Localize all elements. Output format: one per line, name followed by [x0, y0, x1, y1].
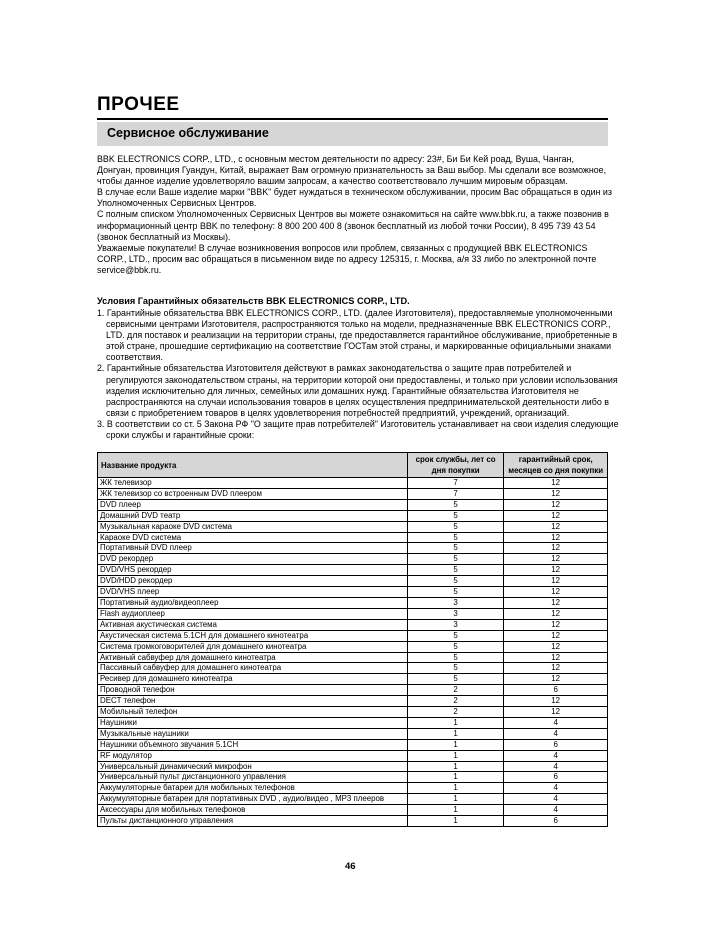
table-row	[98, 717, 608, 728]
table-row	[98, 478, 608, 489]
intro-paragraph: Уважаемые покупатели! В случае возникновения вопросов или проблем, связанных с продукцией BBK ELECTRONICS CORP., LTD., просим вас обращаться в письменном виде по адресу 125315, г. Москва, а/я 33 либо по электронной почте service@bbk.ru.	[97, 242, 597, 275]
product-name-cell: DVD плеер	[98, 499, 408, 510]
product-name-cell: Активный сабвуфер для домашнего кинотеатра	[98, 652, 408, 663]
service-life-cell: 1	[407, 805, 504, 816]
product-name-cell: DVD/VHS плеер	[98, 587, 408, 598]
table-row	[98, 707, 608, 718]
warranty-period-cell: 4	[504, 761, 608, 772]
table-row	[98, 587, 608, 598]
warranty-period-cell: 12	[504, 499, 608, 510]
condition-item	[97, 419, 619, 441]
warranty-period-cell: 12	[504, 478, 608, 489]
warranty-period-cell: 12	[504, 630, 608, 641]
product-name-cell: Flash аудиоплеер	[98, 608, 408, 619]
service-life-cell: 5	[407, 565, 504, 576]
product-name-cell: Ресивер для домашнего кинотеатра	[98, 674, 408, 685]
service-life-cell: 1	[407, 750, 504, 761]
warranty-period-cell: 12	[504, 554, 608, 565]
table-row	[98, 543, 608, 554]
table-row	[98, 619, 608, 630]
warranty-period-cell: 12	[504, 641, 608, 652]
product-name-cell: ЖК телевизор	[98, 478, 408, 489]
product-name-cell: Система громкоговорителей для домашнего кинотеатра	[98, 641, 408, 652]
table-row	[98, 597, 608, 608]
product-name-cell: RF модулятор	[98, 750, 408, 761]
service-life-cell: 5	[407, 499, 504, 510]
intro-text	[97, 154, 612, 276]
table-row	[98, 521, 608, 532]
product-name-cell: Аккумуляторные батареи для портативных DVD , аудио/видео , MP3 плееров	[98, 794, 408, 805]
conditions-title: Условия Гарантийных обязательств BBK ELECTRONICS CORP., LTD.	[97, 296, 410, 306]
warranty-period-cell: 12	[504, 521, 608, 532]
table-row	[98, 674, 608, 685]
section-bar	[97, 122, 608, 146]
product-name-cell: Аксессуары для мобильных телефонов	[98, 805, 408, 816]
condition-number: 1.	[97, 308, 105, 318]
warranty-period-cell: 12	[504, 543, 608, 554]
product-name-cell: Мобильный телефон	[98, 707, 408, 718]
service-life-cell: 1	[407, 717, 504, 728]
warranty-period-cell: 12	[504, 608, 608, 619]
warranty-period-cell: 12	[504, 532, 608, 543]
header-warranty-period: гарантийный срок, месяцев со дня покупки	[504, 453, 608, 478]
service-life-cell: 2	[407, 685, 504, 696]
warranty-period-cell: 6	[504, 739, 608, 750]
warranty-period-cell: 4	[504, 805, 608, 816]
table-row	[98, 630, 608, 641]
warranty-period-cell: 12	[504, 488, 608, 499]
warranty-period-cell: 4	[504, 794, 608, 805]
table-row	[98, 761, 608, 772]
page-number: 46	[345, 861, 356, 872]
table-row	[98, 728, 608, 739]
warranty-period-cell: 4	[504, 728, 608, 739]
warranty-period-cell: 12	[504, 707, 608, 718]
table-row	[98, 783, 608, 794]
condition-text: Гарантийные обязательства BBK ELECTRONICS CORP., LTD. (далее Изготовителя), предоставляемые уполномоченными сервисными центрами Изготовителя, распространяются только на модели, предназначенные BBK ELECTRONICS CORP., LTD. для поставок и реализации на территории страны, где предоставляется гарантийное обслуживание, приобретенные в этой стране, прошедшие сертификацию на соответствие ГОСТам этой страны, и маркированные официальными знаками соответствия.	[106, 308, 618, 363]
section-title: Сервисное обслуживание	[107, 126, 269, 140]
condition-text: Гарантийные обязательства Изготовителя действуют в рамках законодательства о защите прав потребителей и регулируются законодательством страны, на территории которой они предоставлены, и только при условии использования изделия исключительно для личных, семейных или домашних нужд. Гарантийные обязательства Изготовителя не распространяются на случаи использования товаров в целях осуществления предпринимательской деятельности либо в связи с приобретением товаров в целях удовлетворения потребностей предприятий, учреждений, организаций.	[106, 363, 618, 418]
table-row	[98, 652, 608, 663]
condition-item	[97, 308, 619, 363]
table-row	[98, 576, 608, 587]
title-rule	[97, 118, 608, 120]
intro-paragraph: BBK ELECTRONICS CORP., LTD., с основным местом деятельности по адресу: 23#, Би Би Кей роад, Вуша, Чанган, Донгуан, провинция Гуандун, Китай, выражает Вам огромную признательность за Ваш выбор. Мы сделали все возможное, чтобы данное изделие удовлетворяло вашим запросам, а качество соответствовало лучшим мировым образцам.	[97, 154, 607, 187]
service-life-cell: 1	[407, 739, 504, 750]
product-name-cell: DVD/VHS рекордер	[98, 565, 408, 576]
table-row	[98, 663, 608, 674]
service-life-cell: 2	[407, 696, 504, 707]
product-name-cell: DVD рекордер	[98, 554, 408, 565]
condition-item	[97, 363, 619, 418]
product-name-cell: Аккумуляторные батареи для мобильных телефонов	[98, 783, 408, 794]
product-name-cell: Портативный DVD плеер	[98, 543, 408, 554]
product-name-cell: Наушники	[98, 717, 408, 728]
service-life-cell: 1	[407, 728, 504, 739]
table-row	[98, 805, 608, 816]
table-row	[98, 510, 608, 521]
service-life-cell: 3	[407, 619, 504, 630]
product-name-cell: Пульты дистанционного управления	[98, 816, 408, 827]
service-life-cell: 7	[407, 478, 504, 489]
warranty-period-cell: 6	[504, 685, 608, 696]
service-life-cell: 5	[407, 576, 504, 587]
service-life-cell: 5	[407, 663, 504, 674]
service-life-cell: 5	[407, 510, 504, 521]
table-row	[98, 794, 608, 805]
product-name-cell: Акустическая система 5.1CH для домашнего кинотеатра	[98, 630, 408, 641]
product-name-cell: Универсальный пульт дистанционного управления	[98, 772, 408, 783]
header-product-name: Название продукта	[98, 453, 408, 478]
header-service-life: срок службы, лет со дня покупки	[407, 453, 504, 478]
service-life-cell: 5	[407, 674, 504, 685]
condition-text: В соответствии со ст. 5 Закона РФ "О защите прав потребителей" Изготовитель устанавливает на свои изделия следующие сроки службы и гарантийные сроки:	[106, 418, 619, 441]
service-life-cell: 5	[407, 652, 504, 663]
table-row	[98, 685, 608, 696]
warranty-period-cell: 6	[504, 772, 608, 783]
service-life-cell: 1	[407, 772, 504, 783]
table-row	[98, 565, 608, 576]
table-row	[98, 739, 608, 750]
warranty-period-cell: 12	[504, 663, 608, 674]
service-life-cell: 1	[407, 783, 504, 794]
table-row	[98, 608, 608, 619]
table-row	[98, 696, 608, 707]
product-name-cell: Караоке DVD система	[98, 532, 408, 543]
warranty-period-cell: 12	[504, 652, 608, 663]
warranty-period-cell: 4	[504, 783, 608, 794]
table-row	[98, 554, 608, 565]
product-name-cell: Домашний DVD театр	[98, 510, 408, 521]
warranty-period-cell: 12	[504, 597, 608, 608]
product-name-cell: Музыкальные наушники	[98, 728, 408, 739]
warranty-period-cell: 4	[504, 717, 608, 728]
service-life-cell: 5	[407, 630, 504, 641]
warranty-period-cell: 12	[504, 576, 608, 587]
warranty-period-cell: 12	[504, 565, 608, 576]
warranty-period-cell: 12	[504, 587, 608, 598]
product-name-cell: DECT телефон	[98, 696, 408, 707]
service-life-cell: 1	[407, 816, 504, 827]
warranty-table	[97, 452, 608, 827]
table-row	[98, 532, 608, 543]
table-row	[98, 816, 608, 827]
product-name-cell: Наушники объемного звучания 5.1CH	[98, 739, 408, 750]
table-row	[98, 641, 608, 652]
warranty-period-cell: 6	[504, 816, 608, 827]
table-body	[98, 478, 608, 827]
service-life-cell: 1	[407, 794, 504, 805]
warranty-period-cell: 12	[504, 696, 608, 707]
product-name-cell: Музыкальная караоке DVD система	[98, 521, 408, 532]
service-life-cell: 5	[407, 554, 504, 565]
product-name-cell: Пассивный сабвуфер для домашнего кинотеатра	[98, 663, 408, 674]
warranty-period-cell: 12	[504, 674, 608, 685]
product-name-cell: Универсальный динамический микрофон	[98, 761, 408, 772]
condition-number: 3.	[97, 418, 105, 429]
service-life-cell: 5	[407, 543, 504, 554]
service-life-cell: 1	[407, 761, 504, 772]
product-name-cell: Портативный аудио/видеоплеер	[98, 597, 408, 608]
intro-paragraph: В случае если Ваше изделие марки "BBK" будет нуждаться в техническом обслуживании, просим Вас обращаться в один из Уполномоченных Сервисных Центров.	[97, 187, 612, 209]
table-row	[98, 488, 608, 499]
intro-paragraph: С полным списком Уполномоченных Сервисных Центров вы можете ознакомиться на сайте www.bbk.ru, а также позвонив в информационный центр BBK по телефону: 8 800 200 400 8 (звонок бесплатный из любой точки России), 8 495 739 43 54 (звонок бесплатный из Москвы).	[97, 209, 609, 242]
service-life-cell: 5	[407, 521, 504, 532]
service-life-cell: 3	[407, 597, 504, 608]
product-name-cell: Проводной телефон	[98, 685, 408, 696]
service-life-cell: 3	[407, 608, 504, 619]
warranty-period-cell: 4	[504, 750, 608, 761]
page-title: ПРОЧЕЕ	[97, 94, 180, 115]
service-life-cell: 5	[407, 641, 504, 652]
warranty-period-cell: 12	[504, 510, 608, 521]
product-name-cell: DVD/HDD рекордер	[98, 576, 408, 587]
warranty-period-cell: 12	[504, 619, 608, 630]
condition-number: 2.	[97, 363, 105, 374]
conditions-list	[97, 308, 619, 441]
table-row	[98, 750, 608, 761]
table-header-row	[98, 453, 608, 478]
service-life-cell: 2	[407, 707, 504, 718]
service-life-cell: 7	[407, 488, 504, 499]
product-name-cell: Активная акустическая система	[98, 619, 408, 630]
product-name-cell: ЖК телевизор со встроенным DVD плеером	[98, 488, 408, 499]
table-row	[98, 772, 608, 783]
table-row	[98, 499, 608, 510]
service-life-cell: 5	[407, 532, 504, 543]
service-life-cell: 5	[407, 587, 504, 598]
